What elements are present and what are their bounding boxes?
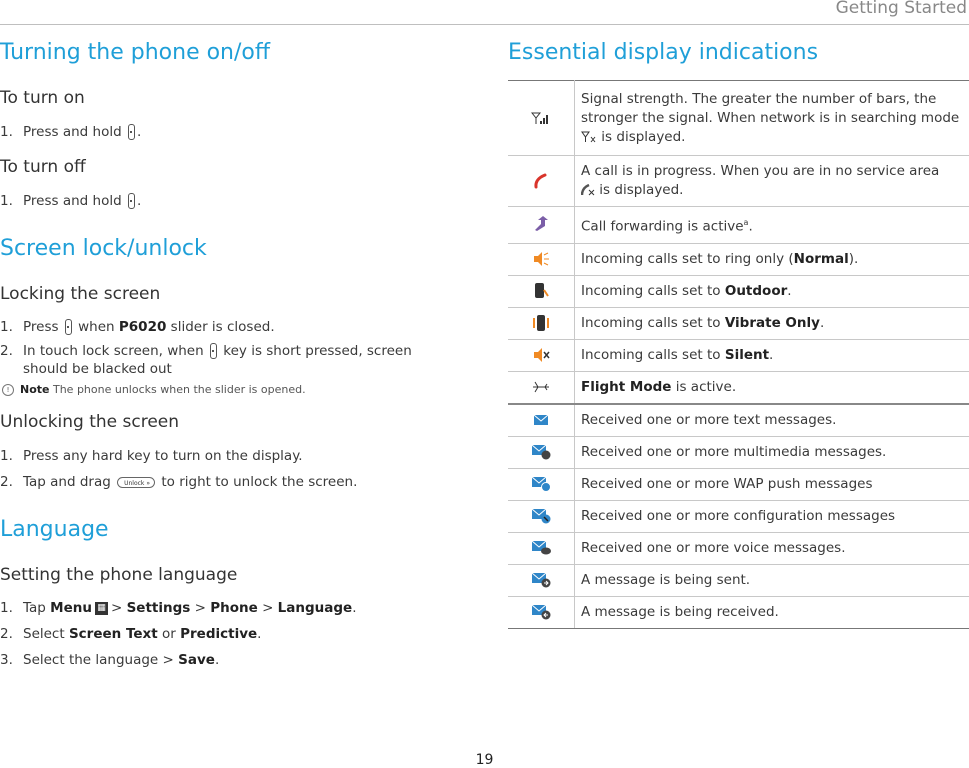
list-item: 3. Select the language > Save. [0,652,220,668]
config-icon [531,508,551,524]
subheading-unlocking: Unlocking the screen [0,412,180,432]
section-header: Getting Started [835,0,967,18]
unlock-slider-icon: Unlock » [117,477,155,488]
subheading-setting-language: Setting the phone language [0,565,238,585]
table-row: Call forwarding is active$^a$. [508,207,969,244]
table-row: A call is in progress. When you are in no service area is displayed. [508,156,969,207]
list-item: 2. Tap and drag Unlock » to right to unlock the screen. [0,474,358,490]
subheading-locking: Locking the screen [0,284,161,304]
mms-icon [531,444,551,460]
table-row: Received one or more configuration messages [508,500,969,532]
power-key-icon [128,124,135,140]
header-rule [0,24,969,25]
no-service-icon [581,184,595,196]
menu-icon: ▦ [95,602,108,615]
table-row: Received one or more multimedia messages. [508,436,969,468]
receiving-icon [531,604,551,620]
power-key-icon [65,319,72,335]
table-row: Flight Mode is active. [508,371,969,404]
indications-table [508,80,969,629]
table-row: Incoming calls set to Silent. [508,339,969,371]
table-row: Incoming calls set to Vibrate Only. [508,307,969,339]
call-icon [533,173,549,189]
searching-signal-icon [581,131,597,143]
info-icon: ! [2,384,14,396]
signal-icon [531,111,551,125]
list-item: 1. Press any hard key to turn on the display. [0,448,303,464]
ring-icon [532,251,550,267]
table-row: Received one or more WAP push messages [508,468,969,500]
subheading-turn-on: To turn on [0,88,85,108]
list-item: 1. Press and hold . [0,193,142,209]
heading-turning-phone: Turning the phone on/off [0,40,271,65]
power-key-icon [128,193,135,209]
table-row: Incoming calls set to ring only (Normal). [508,243,969,275]
page-number: 19 [475,752,494,768]
power-key-icon [210,343,217,359]
voicemail-icon [531,540,551,556]
list-item: 1. Press and hold . [0,124,142,140]
note: ! Note The phone unlocks when the slider is opened. [2,383,306,396]
heading-display-indications: Essential display indications [508,40,819,65]
vibrate-icon [532,314,550,332]
table-row: A message is being sent. [508,564,969,596]
wap-icon [531,476,551,492]
heading-screen-lock: Screen lock/unlock [0,236,207,261]
list-item: 1. Press when P6020 slider is closed. [0,319,275,335]
list-item: 1. Tap Menu ▦ > Settings > Phone > Language. [0,600,357,616]
table-row: Received one or more text messages. [508,404,969,437]
call-forward-icon [533,216,549,232]
outdoor-icon [532,282,550,300]
table-row: A message is being received. [508,596,969,628]
heading-language: Language [0,517,109,542]
subheading-turn-off: To turn off [0,157,86,177]
list-item: 2. In touch lock screen, when key is short pressed, screen should be blacked out [0,343,412,377]
flight-icon [532,381,550,393]
sms-icon [533,414,549,426]
table-row: Incoming calls set to Outdoor. [508,275,969,307]
silent-icon [532,347,550,363]
table-row: Received one or more voice messages. [508,532,969,564]
list-item: 2. Select Screen Text or Predictive. [0,626,262,642]
sending-icon [531,572,551,588]
table-row: Signal strength. The greater the number of bars, the stronger the signal. When network is in searching mode is displayed. [508,81,969,156]
